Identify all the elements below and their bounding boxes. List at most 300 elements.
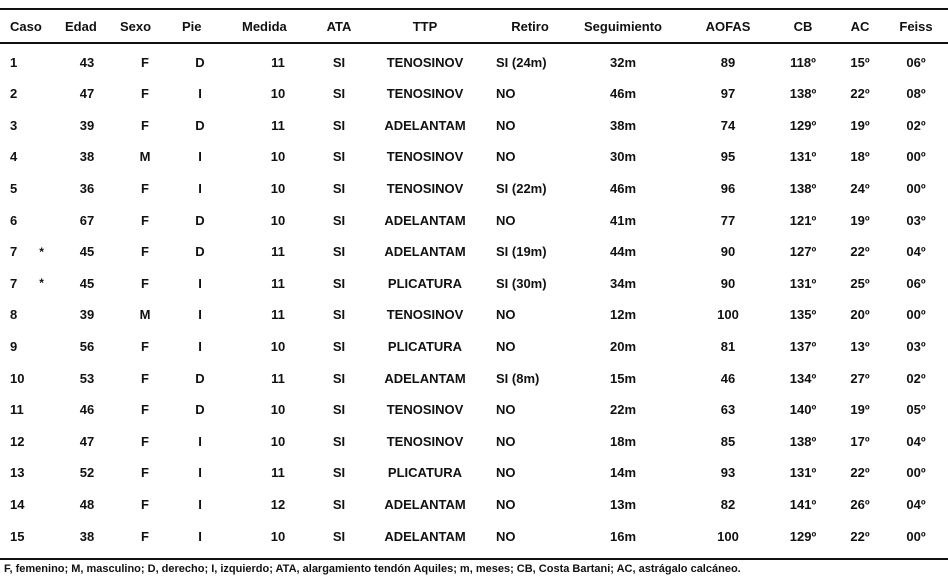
edad-cell <box>65 489 109 519</box>
ac-cell-text: 15º <box>850 54 870 70</box>
sexo-cell <box>120 47 170 77</box>
caso-cell-text: 13 <box>10 465 25 481</box>
ttp-cell-text: TENOSINOV <box>386 149 464 165</box>
seguimiento-cell-text: 15m <box>609 370 637 386</box>
ttp-cell-text: ADELANTAM <box>384 244 466 260</box>
ata-cell <box>318 268 360 298</box>
retiro-cell-text: SI (24m) <box>496 54 547 70</box>
seguimiento-cell <box>568 521 678 551</box>
retiro-cell <box>490 395 576 425</box>
medida-cell <box>238 363 318 393</box>
sexo-cell-text: F <box>141 54 149 70</box>
cb-cell-text: 129º <box>789 528 817 544</box>
caso-cell <box>10 237 58 267</box>
retiro-cell-text: SI (22m) <box>496 180 547 196</box>
seguimiento-cell-text: 16m <box>609 528 637 544</box>
seguimiento-cell <box>568 47 678 77</box>
bilateral-case-mark: * <box>39 276 44 291</box>
feiss-cell <box>888 47 944 77</box>
table-row <box>0 300 948 330</box>
seguimiento-cell <box>568 110 678 140</box>
table-row <box>0 458 948 488</box>
caso-cell <box>10 331 58 361</box>
sexo-cell <box>120 331 170 361</box>
edad-cell-text: 39 <box>79 117 95 133</box>
table-row <box>0 47 948 77</box>
table-row <box>0 237 948 267</box>
pie-cell-text: I <box>198 275 202 291</box>
seguimiento-cell-text: 44m <box>609 244 637 260</box>
medida-cell-text: 10 <box>270 338 286 354</box>
medida-cell <box>238 300 318 330</box>
seguimiento-cell <box>568 458 678 488</box>
ttp-cell <box>365 47 485 77</box>
cb-cell-text: 127º <box>789 244 817 260</box>
retiro-cell-text: SI (8m) <box>496 370 540 386</box>
medida-cell <box>238 110 318 140</box>
ac-cell-text: 25º <box>850 275 870 291</box>
sexo-cell <box>120 173 170 203</box>
medida-cell <box>238 237 318 267</box>
cb-cell <box>770 79 836 109</box>
cb-cell <box>770 237 836 267</box>
aofas-cell <box>690 205 766 235</box>
pie-cell-text: I <box>198 86 202 102</box>
retiro-cell-text: NO <box>496 496 516 512</box>
medida-cell <box>238 268 318 298</box>
header-ata: ATA <box>326 18 352 34</box>
aofas-cell-text: 46 <box>720 370 736 386</box>
aofas-cell <box>690 47 766 77</box>
retiro-cell <box>490 47 576 77</box>
feiss-cell-text: 04º <box>906 244 926 260</box>
feiss-cell-text: 04º <box>906 496 926 512</box>
caso-cell <box>10 363 58 393</box>
caso-cell-text: 1 <box>10 54 18 70</box>
feiss-cell <box>888 458 944 488</box>
cb-cell-text: 121º <box>789 212 817 228</box>
aofas-cell <box>690 489 766 519</box>
edad-cell-text: 47 <box>79 86 95 102</box>
caso-cell <box>10 47 58 77</box>
ttp-cell-text: TENOSINOV <box>386 307 464 323</box>
feiss-cell <box>888 268 944 298</box>
medida-cell <box>238 173 318 203</box>
feiss-cell-text: 00º <box>906 528 926 544</box>
sexo-cell-text: F <box>141 370 149 386</box>
ata-cell-text: SI <box>332 149 346 165</box>
retiro-cell <box>490 363 576 393</box>
caso-cell-text: 10 <box>10 370 25 386</box>
ata-cell <box>318 300 360 330</box>
medida-cell-text: 11 <box>271 117 285 133</box>
ata-cell-text: SI <box>332 338 346 354</box>
retiro-cell <box>490 458 576 488</box>
seguimiento-cell <box>568 489 678 519</box>
feiss-cell-text: 00º <box>906 180 926 196</box>
sexo-cell <box>120 395 170 425</box>
table-header-row <box>0 12 948 40</box>
ata-cell-text: SI <box>332 370 346 386</box>
sexo-cell-text: F <box>141 212 149 228</box>
medida-cell <box>238 205 318 235</box>
caso-cell <box>10 173 58 203</box>
retiro-cell-text: NO <box>496 149 516 165</box>
edad-cell <box>65 205 109 235</box>
medida-cell-text: 11 <box>271 307 285 323</box>
pie-cell <box>182 205 218 235</box>
ac-cell <box>838 110 882 140</box>
aofas-cell <box>690 458 766 488</box>
ac-cell <box>838 205 882 235</box>
caso-cell-text: 7 <box>10 275 18 291</box>
feiss-cell-text: 05º <box>906 402 926 418</box>
ata-cell <box>318 47 360 77</box>
edad-cell <box>65 331 109 361</box>
pie-cell <box>182 268 218 298</box>
ata-cell <box>318 458 360 488</box>
edad-cell-text: 39 <box>79 307 95 323</box>
ttp-cell-text: PLICATURA <box>387 275 463 291</box>
retiro-cell-text: NO <box>496 212 516 228</box>
sexo-cell-text: F <box>141 338 149 354</box>
feiss-cell <box>888 142 944 172</box>
seguimiento-cell <box>568 142 678 172</box>
ac-cell <box>838 47 882 77</box>
caso-cell <box>10 110 58 140</box>
cb-cell <box>770 395 836 425</box>
feiss-cell-text: 00º <box>906 465 926 481</box>
retiro-cell-text: NO <box>496 307 516 323</box>
cb-cell-text: 134º <box>789 370 817 386</box>
edad-cell <box>65 395 109 425</box>
ata-cell-text: SI <box>332 528 346 544</box>
ttp-cell-text: ADELANTAM <box>384 370 466 386</box>
retiro-cell <box>490 173 576 203</box>
sexo-cell <box>120 426 170 456</box>
pie-cell-text: D <box>195 370 205 386</box>
retiro-cell-text: NO <box>496 86 516 102</box>
caso-cell <box>10 521 58 551</box>
medida-cell <box>238 47 318 77</box>
pie-cell <box>182 237 218 267</box>
ac-cell <box>838 489 882 519</box>
sexo-cell-text: F <box>141 433 149 449</box>
caso-cell-text: 8 <box>10 307 18 323</box>
sexo-cell-text: F <box>141 86 149 102</box>
aofas-cell-text: 74 <box>720 117 736 133</box>
feiss-cell-text: 06º <box>906 275 926 291</box>
sexo-cell <box>120 142 170 172</box>
ata-cell-text: SI <box>332 180 346 196</box>
retiro-cell <box>490 268 576 298</box>
edad-cell-text: 52 <box>79 465 95 481</box>
ac-cell-text: 17º <box>850 433 870 449</box>
cb-cell <box>770 363 836 393</box>
sexo-cell-text: F <box>141 180 149 196</box>
medida-cell-text: 11 <box>271 54 285 70</box>
aofas-cell <box>690 268 766 298</box>
caso-cell <box>10 300 58 330</box>
medida-cell-text: 10 <box>270 149 286 165</box>
pie-cell-text: D <box>195 117 205 133</box>
ac-cell <box>838 142 882 172</box>
caso-cell-text: 12 <box>10 433 25 449</box>
retiro-cell-text: SI (19m) <box>496 244 547 260</box>
aofas-cell-text: 90 <box>720 275 736 291</box>
ata-cell-text: SI <box>332 212 346 228</box>
seguimiento-cell-text: 18m <box>609 433 637 449</box>
ttp-cell <box>365 521 485 551</box>
ac-cell <box>838 458 882 488</box>
cb-cell-text: 137º <box>789 338 817 354</box>
ttp-cell-text: TENOSINOV <box>386 433 464 449</box>
sexo-cell <box>120 489 170 519</box>
aofas-cell <box>690 110 766 140</box>
table-row <box>0 142 948 172</box>
cb-cell-text: 138º <box>789 180 817 196</box>
seguimiento-cell <box>568 363 678 393</box>
ttp-cell <box>365 426 485 456</box>
cb-cell <box>770 268 836 298</box>
edad-cell-text: 53 <box>79 370 95 386</box>
edad-cell <box>65 110 109 140</box>
pie-cell <box>182 142 218 172</box>
table-row <box>0 489 948 519</box>
sexo-cell-text: F <box>141 275 149 291</box>
feiss-cell-text: 04º <box>906 433 926 449</box>
ac-cell <box>838 300 882 330</box>
cb-cell-text: 141º <box>789 496 817 512</box>
aofas-cell-text: 89 <box>720 54 736 70</box>
ac-cell <box>838 79 882 109</box>
caso-cell-text: 5 <box>10 180 18 196</box>
header-ttp: TTP <box>412 18 438 34</box>
header-cb: CB <box>793 18 813 34</box>
feiss-cell-text: 02º <box>906 370 926 386</box>
ata-cell-text: SI <box>332 307 346 323</box>
retiro-cell-text: SI (30m) <box>496 275 547 291</box>
aofas-cell <box>690 173 766 203</box>
ttp-cell <box>365 110 485 140</box>
ata-cell-text: SI <box>332 275 346 291</box>
cb-cell <box>770 205 836 235</box>
cb-cell <box>770 426 836 456</box>
sexo-cell-text: F <box>141 244 149 260</box>
cb-cell-text: 138º <box>789 433 817 449</box>
ata-cell <box>318 142 360 172</box>
edad-cell-text: 36 <box>79 180 95 196</box>
retiro-cell-text: NO <box>496 528 516 544</box>
pie-cell-text: I <box>198 338 202 354</box>
ttp-cell <box>365 331 485 361</box>
ttp-cell-text: ADELANTAM <box>384 496 466 512</box>
ttp-cell <box>365 173 485 203</box>
cb-cell-text: 129º <box>789 117 817 133</box>
header-seguimiento: Seguimiento <box>583 18 662 34</box>
retiro-cell <box>490 300 576 330</box>
ac-cell <box>838 268 882 298</box>
sexo-cell-text: F <box>141 496 149 512</box>
pie-cell <box>182 173 218 203</box>
medida-cell <box>238 79 318 109</box>
pie-cell <box>182 47 218 77</box>
cb-cell <box>770 458 836 488</box>
medida-cell-text: 11 <box>271 465 285 481</box>
table-row <box>0 205 948 235</box>
ttp-cell <box>365 79 485 109</box>
medida-cell <box>238 142 318 172</box>
ata-cell-text: SI <box>332 402 346 418</box>
ac-cell-text: 19º <box>850 212 870 228</box>
seguimiento-cell-text: 46m <box>609 180 637 196</box>
medida-cell-text: 10 <box>270 528 286 544</box>
sexo-cell <box>120 521 170 551</box>
sexo-cell <box>120 110 170 140</box>
cb-cell <box>770 300 836 330</box>
ata-cell <box>318 173 360 203</box>
medida-cell-text: 11 <box>271 370 285 386</box>
feiss-cell <box>888 173 944 203</box>
feiss-cell-text: 06º <box>906 54 926 70</box>
edad-cell <box>65 521 109 551</box>
pie-cell-text: D <box>195 54 205 70</box>
caso-cell-text: 14 <box>10 496 25 512</box>
ata-cell-text: SI <box>332 465 346 481</box>
ata-cell-text: SI <box>332 496 346 512</box>
table-row <box>0 110 948 140</box>
header-feiss: Feiss <box>899 18 933 34</box>
header-retiro: Retiro <box>511 18 549 34</box>
feiss-cell <box>888 521 944 551</box>
aofas-cell-text: 97 <box>720 86 736 102</box>
seguimiento-cell-text: 41m <box>609 212 637 228</box>
retiro-cell <box>490 426 576 456</box>
pie-cell <box>182 363 218 393</box>
edad-cell <box>65 458 109 488</box>
retiro-cell <box>490 110 576 140</box>
ata-cell <box>318 426 360 456</box>
pie-cell <box>182 79 218 109</box>
sexo-cell <box>120 79 170 109</box>
pie-cell-text: D <box>195 212 205 228</box>
feiss-cell <box>888 331 944 361</box>
ac-cell <box>838 331 882 361</box>
cb-cell <box>770 173 836 203</box>
cb-cell-text: 131º <box>789 149 817 165</box>
ata-cell <box>318 489 360 519</box>
retiro-cell-text: NO <box>496 433 516 449</box>
sexo-cell-text: F <box>141 117 149 133</box>
aofas-cell <box>690 237 766 267</box>
feiss-cell <box>888 489 944 519</box>
pie-cell-text: D <box>195 402 205 418</box>
retiro-cell <box>490 331 576 361</box>
edad-cell-text: 45 <box>79 275 95 291</box>
cb-cell <box>770 489 836 519</box>
ttp-cell <box>365 205 485 235</box>
caso-cell <box>10 489 58 519</box>
aofas-cell-text: 100 <box>717 307 739 323</box>
caso-cell <box>10 142 58 172</box>
aofas-cell-text: 96 <box>720 180 736 196</box>
medida-cell <box>238 331 318 361</box>
aofas-cell <box>690 300 766 330</box>
pie-cell <box>182 426 218 456</box>
caso-cell-text: 6 <box>10 212 18 228</box>
ac-cell-text: 26º <box>850 496 870 512</box>
feiss-cell-text: 03º <box>906 338 926 354</box>
edad-cell <box>65 173 109 203</box>
sexo-cell <box>120 458 170 488</box>
medida-cell-text: 10 <box>270 212 286 228</box>
ac-cell-text: 22º <box>850 86 870 102</box>
aofas-cell-text: 77 <box>720 212 736 228</box>
table-row <box>0 521 948 551</box>
caso-cell <box>10 426 58 456</box>
aofas-cell <box>690 363 766 393</box>
seguimiento-cell <box>568 205 678 235</box>
aofas-cell <box>690 426 766 456</box>
cb-cell-text: 135º <box>789 307 817 323</box>
cb-cell <box>770 47 836 77</box>
caso-cell-text: 7 <box>10 244 18 260</box>
ac-cell-text: 18º <box>850 149 870 165</box>
edad-cell-text: 56 <box>79 338 95 354</box>
retiro-cell <box>490 237 576 267</box>
seguimiento-cell-text: 32m <box>609 54 637 70</box>
edad-cell-text: 46 <box>79 402 95 418</box>
aofas-cell <box>690 521 766 551</box>
table-row <box>0 426 948 456</box>
ata-cell-text: SI <box>332 244 346 260</box>
edad-cell-text: 45 <box>79 244 95 260</box>
edad-cell <box>65 426 109 456</box>
feiss-cell-text: 02º <box>906 117 926 133</box>
cb-cell-text: 118º <box>790 54 816 70</box>
ac-cell <box>838 395 882 425</box>
sexo-cell <box>120 205 170 235</box>
feiss-cell <box>888 395 944 425</box>
ata-cell-text: SI <box>332 86 346 102</box>
medida-cell-text: 10 <box>270 180 286 196</box>
seguimiento-cell <box>568 426 678 456</box>
table-row <box>0 363 948 393</box>
medida-cell <box>238 395 318 425</box>
ttp-cell <box>365 458 485 488</box>
header-aofas: AOFAS <box>705 18 751 34</box>
seguimiento-cell <box>568 268 678 298</box>
retiro-cell <box>490 489 576 519</box>
seguimiento-cell-text: 38m <box>609 117 637 133</box>
caso-cell <box>10 205 58 235</box>
pie-cell <box>182 521 218 551</box>
ttp-cell-text: TENOSINOV <box>386 54 464 70</box>
caso-cell-text: 11 <box>10 402 24 418</box>
feiss-cell-text: 08º <box>906 86 926 102</box>
aofas-cell-text: 63 <box>720 402 736 418</box>
seguimiento-cell-text: 46m <box>609 86 637 102</box>
cb-cell <box>770 521 836 551</box>
cb-cell-text: 131º <box>789 465 817 481</box>
edad-cell-text: 43 <box>79 54 95 70</box>
medida-cell-text: 10 <box>270 402 286 418</box>
ttp-cell <box>365 300 485 330</box>
edad-cell <box>65 300 109 330</box>
ata-cell <box>318 331 360 361</box>
retiro-cell <box>490 79 576 109</box>
cb-cell <box>770 110 836 140</box>
